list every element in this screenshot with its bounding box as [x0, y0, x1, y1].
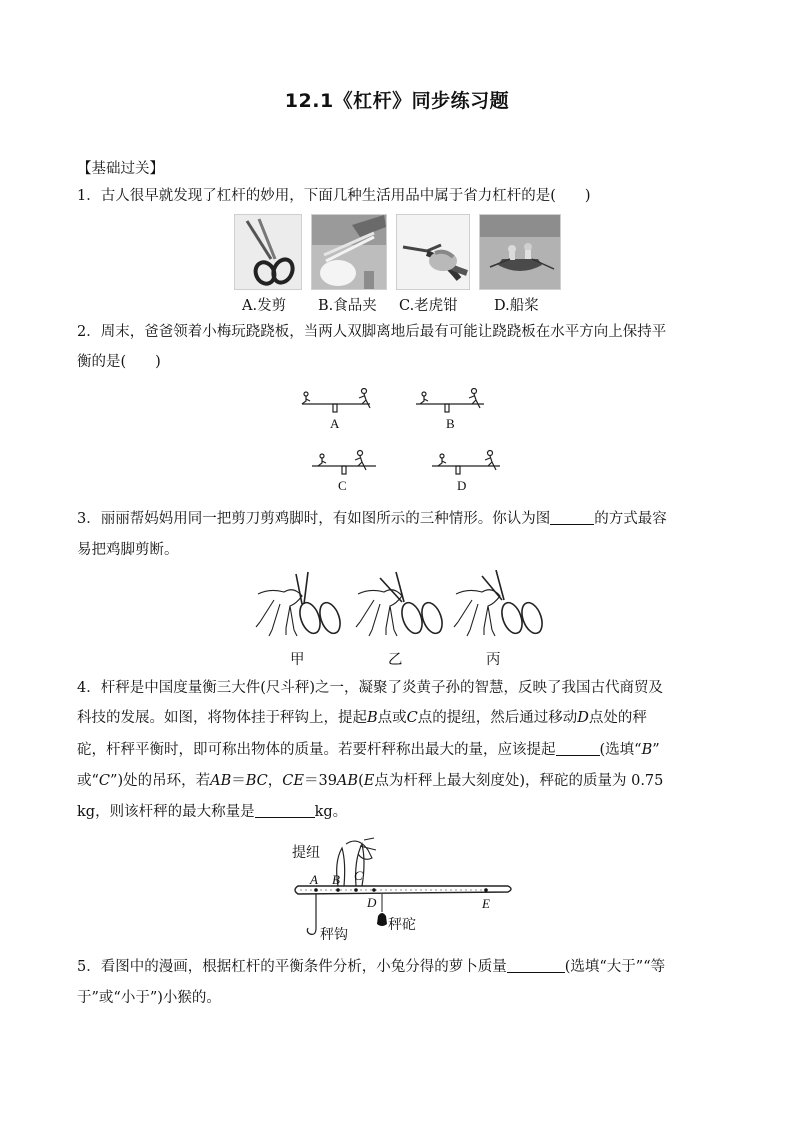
q4-line-3 [77, 740, 717, 760]
q4-label-chenggou: 秤钩 [320, 928, 348, 943]
q4-label-d: D [367, 895, 377, 910]
q4-text: 点处的秤 [588, 710, 647, 726]
section-heading: 【基础过关】 [77, 161, 164, 177]
q2-label-c: C [338, 478, 347, 493]
q1-image-hair-scissors [234, 214, 302, 290]
q2-label-a: A [330, 416, 340, 431]
scissors-yi [380, 572, 446, 636]
q4-var-c: C [406, 710, 418, 726]
q4-text: 点或 [377, 710, 407, 726]
q2-line-1: 2．周末，爸爸领着小梅玩跷跷板，当两人双脚离地后最有可能让跷跷板在水平方向上保持平 [77, 324, 667, 340]
q2-label-d: D [457, 478, 467, 493]
q4-text: 砣，杆秤平衡时，即可称出物体的质量。若要杆秤称出最大的量，应该提起 [77, 742, 556, 758]
q4-line-1: 4．杆秤是中国度量衡三大件(尺斗秤)之一，凝聚了炎黄子孙的智慧，反映了我国古代商贸及 [77, 680, 664, 696]
q5-text: (选填“大于”“等 [564, 959, 666, 975]
q4-text: 点的提纽，然后通过移动 [417, 710, 578, 726]
q4-text: 点为杆秤上最大刻度处)，秤砣的质量为 0.75 [374, 773, 664, 789]
q4-var-ce: CE [282, 773, 304, 789]
q4-var-e: E [363, 773, 375, 789]
point-c-dot [354, 888, 358, 892]
q5-line-2: 于”或“小于”)小猴的。 [77, 990, 221, 1006]
q1-text: 1．古人很早就发现了杠杆的妙用，下面几种生活用品中属于省力杠杆的是( ) [77, 188, 591, 204]
q4-label-chengtuo: 秤砣 [388, 918, 416, 933]
q3-text-before-blank: 3．丽丽帮妈妈用同一把剪刀剪鸡脚时，有如图所示的三种情形。你认为图 [77, 511, 551, 527]
q2-label-b: B [446, 416, 455, 431]
q4-label-a: A [310, 872, 318, 887]
q4-label-tiniu: 提纽 [292, 846, 320, 861]
q1-option-d: D.船桨 [494, 298, 539, 314]
hand-icon [346, 838, 376, 859]
q4-line-4 [77, 771, 717, 791]
q4-text: ， [267, 773, 283, 789]
q4-answer-blank-2[interactable] [255, 803, 315, 818]
hook-icon [307, 894, 316, 934]
scissors-jia [296, 572, 344, 636]
q5-answer-blank[interactable] [507, 958, 565, 973]
counterweight-icon [377, 913, 387, 926]
q4-var-bc: BC [245, 773, 268, 789]
q2-line-2: 衡的是( ) [77, 354, 161, 370]
q4-var-ab: AB [210, 773, 232, 789]
q1-option-b: B.食品夹 [318, 298, 377, 314]
point-e-dot [484, 888, 488, 892]
q1-option-c: C.老虎钳 [399, 298, 458, 314]
q4-label-b: B [332, 872, 340, 887]
q4-var-ab: AB [336, 773, 359, 789]
q4-text: kg，则该杆秤的最大称量是 [77, 804, 255, 820]
seesaw-d [432, 451, 500, 475]
point-a-dot [314, 888, 318, 892]
q4-line-2 [77, 708, 717, 728]
q4-text: 科技的发展。如图，将物体挂于秤钩上，提起 [77, 710, 367, 726]
q4-line-5 [77, 802, 717, 822]
q3-line-1 [77, 509, 717, 529]
q4-text: kg。 [314, 804, 348, 820]
q3-label-bing: 丙 [486, 652, 501, 668]
q4-text: ”)处的吊环，若 [110, 773, 211, 789]
q3-label-yi: 乙 [388, 652, 403, 668]
q4-text: ” [652, 742, 660, 758]
q4-text: 或“ [77, 773, 99, 789]
q4-label-e: E [482, 896, 490, 911]
q3-line-2: 易把鸡脚剪断。 [77, 542, 179, 558]
q4-var-c: C [98, 773, 111, 789]
point-d-dot [372, 888, 376, 892]
q4-var-b: B [641, 742, 653, 758]
q4-answer-blank-1[interactable] [556, 741, 600, 756]
q4-text: (选填“ [599, 742, 642, 758]
q2-seesaw-figure [296, 388, 516, 498]
q1-image-boat-oars [479, 214, 561, 290]
steelyard-beam [295, 886, 511, 894]
q4-text: ( [358, 773, 364, 789]
page-title: 12.1《杠杆》同步练习题 [284, 90, 510, 112]
seesaw-c [312, 451, 376, 475]
q4-text: ＝ [231, 773, 246, 789]
point-b-dot [336, 888, 340, 892]
seesaw-a [302, 389, 370, 413]
q1-image-pliers [396, 214, 470, 290]
q4-var-d: D [577, 710, 589, 726]
q5-text: 5．看图中的漫画，根据杠杆的平衡条件分析，小兔分得的萝卜质量 [77, 959, 507, 975]
q1-image-food-tongs [311, 214, 387, 290]
q3-text-after-blank: 的方式最容 [594, 511, 667, 527]
q3-answer-blank[interactable] [550, 510, 594, 525]
q3-scissors-figure [250, 570, 550, 646]
seesaw-b [416, 389, 484, 413]
q1-option-a: A.发剪 [242, 298, 287, 314]
q4-var-b: B [367, 710, 378, 726]
q4-label-c: C [354, 868, 363, 883]
q3-label-jia: 甲 [290, 652, 305, 668]
q4-text: ＝39 [303, 773, 337, 789]
q5-line-1 [77, 957, 717, 977]
